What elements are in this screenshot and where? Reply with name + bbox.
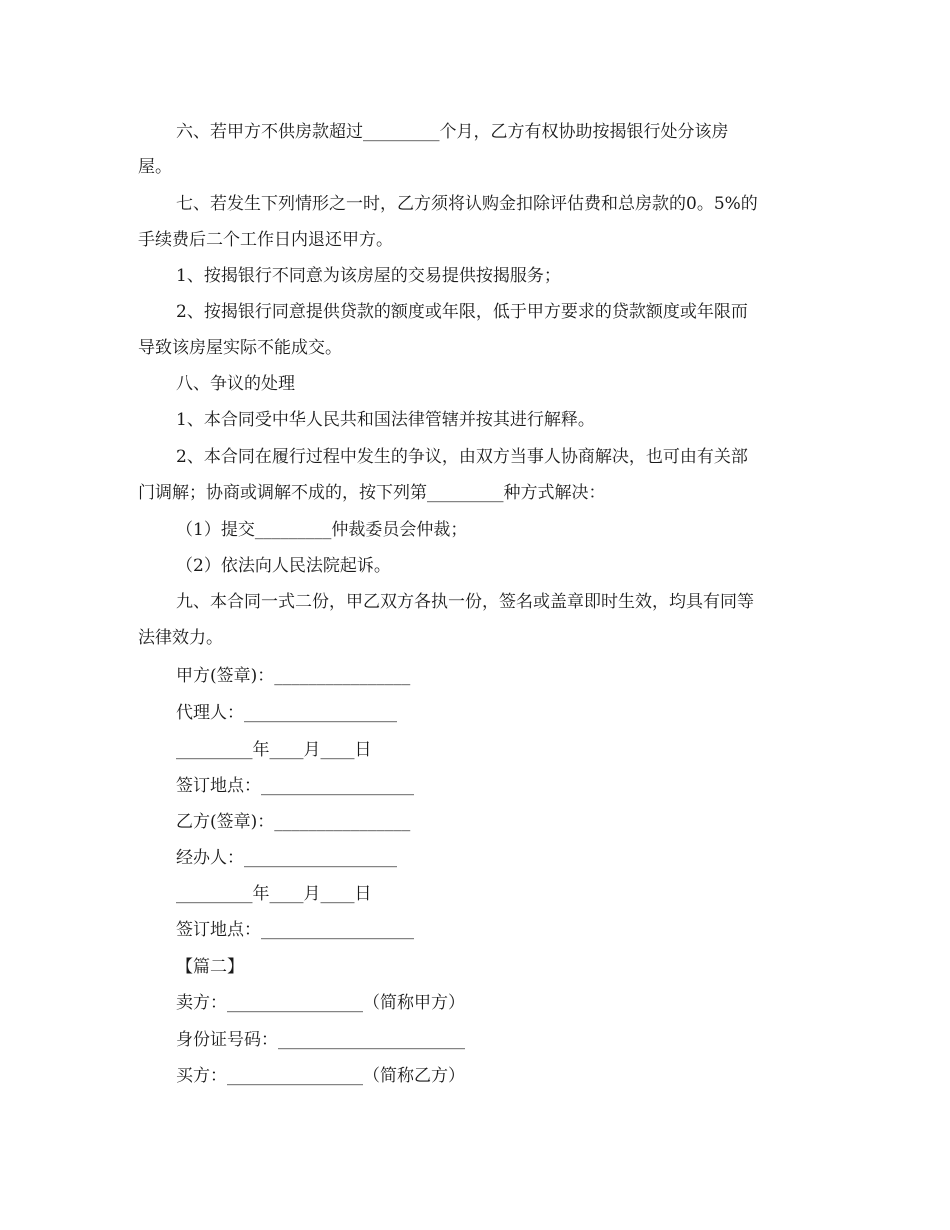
clause-7-item-1: 1、按揭银行不同意为该房屋的交易提供按揭服务； xyxy=(176,266,561,286)
clause-8-item-2-line-2: 门调解；协商或调解不成的，按下列第_________种方式解决： xyxy=(138,483,606,503)
party-b-sign-place: 签订地点：__________________ xyxy=(176,920,414,940)
party-a-date: _________年____月____日 xyxy=(176,740,372,760)
clause-7-line-2: 手续费后二个工作日内退还甲方。 xyxy=(138,230,393,250)
party-a-signature: 甲方(签章)：________________ xyxy=(176,666,411,686)
section-2-heading: 【篇二】 xyxy=(176,957,244,977)
clause-9-line-2: 法律效力。 xyxy=(138,628,223,648)
clause-7-item-2-line-1: 2、按揭银行同意提供贷款的额度或年限，低于甲方要求的贷款额度或年限而 xyxy=(176,302,748,322)
clause-6-line-1: 六、若甲方不供房款超过_________个月，乙方有权协助按揭银行处分该房 xyxy=(176,122,729,142)
party-b-handler: 经办人：__________________ xyxy=(176,848,397,868)
clause-7-item-2-line-2: 导致该房屋实际不能成交。 xyxy=(138,338,342,358)
clause-6-line-2: 屋。 xyxy=(138,157,172,177)
party-b-date: _________年____月____日 xyxy=(176,884,372,904)
clause-8-option-2: （2）依法向人民法院起诉。 xyxy=(176,556,391,576)
clause-8-option-1: （1）提交_________仲裁委员会仲裁； xyxy=(176,520,468,540)
party-a-sign-place: 签订地点：__________________ xyxy=(176,776,414,796)
clause-8-item-2-line-1: 2、本合同在履行过程中发生的争议，由双方当事人协商解决，也可由有关部 xyxy=(176,447,748,467)
clause-7-line-1: 七、若发生下列情形之一时，乙方须将认购金扣除评估费和总房款的0。5%的 xyxy=(176,194,758,214)
buyer-line: 买方：________________（简称乙方） xyxy=(176,1066,465,1086)
party-a-agent: 代理人：__________________ xyxy=(176,703,397,723)
clause-8-item-1: 1、本合同受中华人民共和国法律管辖并按其进行解释。 xyxy=(176,410,595,430)
seller-line: 卖方：________________（简称甲方） xyxy=(176,993,465,1013)
id-number-line: 身份证号码：______________________ xyxy=(176,1030,465,1050)
party-b-signature: 乙方(签章)：________________ xyxy=(176,812,411,832)
section-8-heading: 八、争议的处理 xyxy=(176,374,295,394)
clause-9-line-1: 九、本合同一式二份，甲乙双方各执一份，签名或盖章即时生效，均具有同等 xyxy=(176,592,754,612)
